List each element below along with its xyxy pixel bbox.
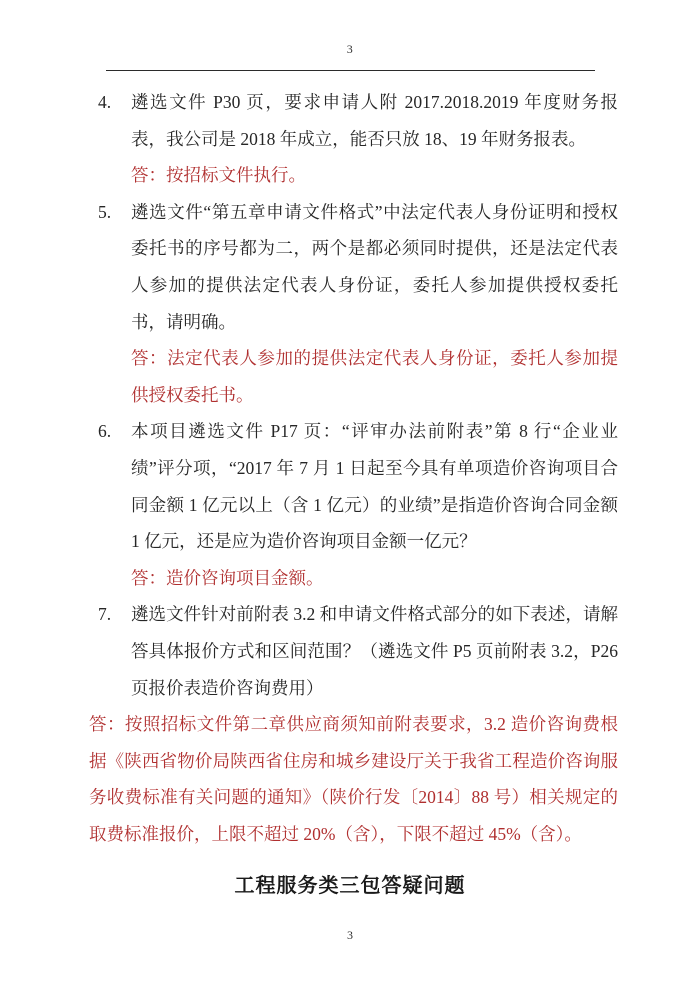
qa-item [89, 596, 618, 852]
qa-question-text: 遴选文件“第五章申请文件格式”中法定代表人身份证明和授权委托书的序号都为二，两个是都必须同时提供，还是法定代表人参加的提供法定代表人身份证，委托人参加提供授权委托书，请明确。 [131, 201, 618, 332]
qa-answer-text: 答：按照招标文件第二章供应商须知前附表要求，3.2 造价咨询费根据《陕西省物价局陕西省住房和城乡建设厅关于我省工程造价咨询服务收费标准有关问题的通知》（陕价行发〔2014〕88 号）相关规定的取费标准报价，上限不超过 20%（含），下限不超过 45%（含）。 [89, 714, 618, 844]
qa-item-number: 6. [98, 421, 112, 442]
qa-question-row [98, 84, 618, 157]
qa-answer-text: 答：法定代表人参加的提供法定代表人身份证，委托人参加提供授权委托书。 [131, 348, 618, 405]
qa-question-text: 本项目遴选文件 P17 页：“评审办法前附表”第 8 行“企业业绩”评分项，“2017 年 7 月 1 日起至今具有单项造价咨询项目合同金额 1 亿元以上（含 1 亿元）的业绩”是指造价咨询合同金额 1 亿元，还是应为造价咨询项目金额一亿元？ [131, 421, 618, 552]
qa-item [89, 84, 618, 194]
qa-list [0, 71, 700, 852]
page-header [0, 0, 700, 71]
footer-page-number: 3 [347, 928, 353, 943]
qa-question-text: 遴选文件 P30 页，要求申请人附 2017.2018.2019 年度财务报表，我公司是 2018 年成立，能否只放 18、19 年财务报表。 [131, 92, 618, 149]
header-page-number: 3 [346, 42, 354, 56]
section-heading: 工程服务类三包答疑问题 [234, 875, 466, 898]
qa-answer-text: 答：按招标文件执行。 [131, 165, 306, 186]
qa-item-number: 4. [98, 92, 112, 112]
qa-item [89, 413, 618, 596]
qa-question-row [98, 194, 618, 340]
qa-item [89, 194, 618, 414]
qa-item-number: 7. [98, 604, 112, 625]
qa-item-number: 5. [98, 201, 112, 222]
qa-question-row [98, 596, 618, 706]
qa-question-row [98, 413, 618, 559]
qa-answer-text: 答：造价咨询项目金额。 [131, 567, 324, 588]
qa-question-text: 遴选文件针对前附表 3.2 和申请文件格式部分的如下表述，请解答具体报价方式和区间范围？（遴选文件 P5 页前附表 3.2，P26 页报价表造价咨询费用） [131, 604, 618, 698]
